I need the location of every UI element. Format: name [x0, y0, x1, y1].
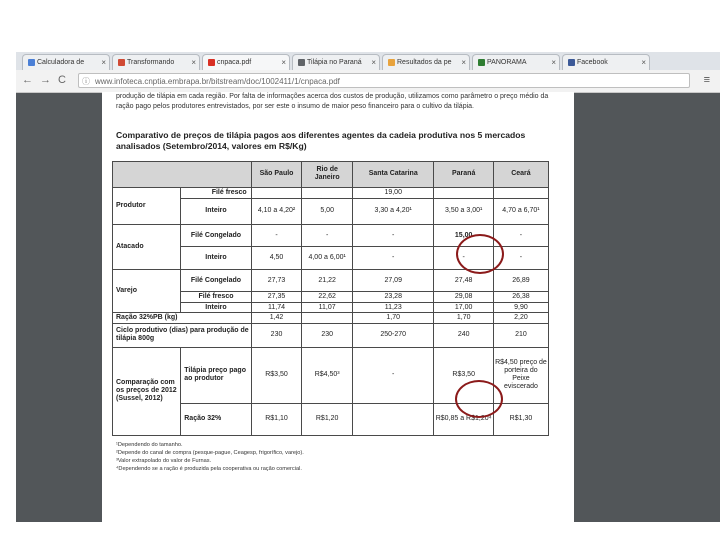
table-cell: 240	[434, 324, 493, 348]
tab-favicon-icon	[568, 59, 575, 66]
table-cell: -	[493, 225, 548, 246]
tab-favicon-icon	[478, 59, 485, 66]
row-group-produtor: Produtor	[113, 187, 181, 225]
table-cell: 9,90	[493, 302, 548, 313]
row-label-ciclo-produtivo: Ciclo produtivo (dias) para produção de tilápia 800g	[113, 324, 252, 348]
table-cell: 27,09	[352, 270, 433, 291]
table-cell: R$4,50³	[302, 347, 353, 403]
table-cell: R$1,20	[302, 403, 353, 435]
tab-title: Transformando	[127, 59, 175, 66]
row-label-file-fresco: Filé fresco	[181, 187, 251, 198]
footnote: ¹Dependendo do tamanho.	[116, 442, 183, 448]
table-cell: -	[434, 246, 493, 270]
table-cell: 2,20	[493, 313, 548, 324]
info-icon[interactable]: ⓘ	[82, 77, 90, 86]
footnote: ³Valor extrapolado do valor de Furnas.	[116, 458, 212, 464]
tab-2[interactable]	[202, 54, 290, 70]
tab-6[interactable]	[562, 54, 650, 70]
tab-5[interactable]	[472, 54, 560, 70]
row-label-racao-32: Ração 32%	[181, 403, 251, 435]
table-cell: 27,35	[251, 291, 302, 302]
table-cell: 23,28	[352, 291, 433, 302]
table-cell	[251, 187, 302, 198]
table-cell: 250-270	[352, 324, 433, 348]
row-label-racao-32pb: Ração 32%PB (kg)	[113, 313, 252, 324]
table-cell: 21,22	[302, 270, 353, 291]
table-cell: 26,38	[493, 291, 548, 302]
table-cell: R$3,50	[434, 347, 493, 403]
tab-1[interactable]	[112, 54, 200, 70]
table-cell: -	[493, 246, 548, 270]
browser-window	[16, 52, 720, 522]
table-cell: 26,89	[493, 270, 548, 291]
table-cell: 1,42	[251, 313, 302, 324]
table-cell: 27,48	[434, 270, 493, 291]
footnotes	[116, 441, 556, 473]
row-group-atacado: Atacado	[113, 225, 181, 270]
row-label-inteiro: Inteiro	[181, 198, 251, 225]
header-ceara: Ceará	[493, 162, 548, 188]
tab-close-icon[interactable]: ×	[281, 58, 286, 67]
table-cell: 4,50	[251, 246, 302, 270]
table-heading: Comparativo de preços de tilápia pagos aos diferentes agentes da cadeia produtiva nos 5 mercados analisados (Setembro/2014, valores em R$/Kg)	[116, 130, 526, 151]
table-cell	[302, 313, 353, 324]
tab-close-icon[interactable]: ×	[461, 58, 466, 67]
row-label-file-congelado: Filé Congelado	[181, 270, 251, 291]
table-cell: 4,10 a 4,20²	[251, 198, 302, 225]
table-cell: 15,00	[434, 225, 493, 246]
table-cell: -	[302, 225, 353, 246]
table-cell: 11,23	[352, 302, 433, 313]
footnote: ²Depende do canal de compra (pesque-pague, Ceagesp, frigorífico, varejo).	[116, 450, 304, 456]
table-cell: 5,00	[302, 198, 353, 225]
row-label-file-congelado: Filé Congelado	[181, 225, 251, 246]
header-rio-de-janeiro: Rio de Janeiro	[302, 162, 353, 188]
table-cell: R$3,50	[251, 347, 302, 403]
menu-icon[interactable]: ≡	[703, 74, 710, 86]
table-cell: 230	[302, 324, 353, 348]
tab-favicon-icon	[298, 59, 305, 66]
tab-3[interactable]	[292, 54, 380, 70]
table-cell: 3,50 a 3,00¹	[434, 198, 493, 225]
tab-title: Facebook	[577, 59, 608, 66]
tab-title: cnpaca.pdf	[217, 59, 252, 66]
header-parana: Paraná	[434, 162, 493, 188]
row-label-file-fresco: Filé fresco	[181, 291, 251, 302]
tab-favicon-icon	[388, 59, 395, 66]
table-cell	[302, 187, 353, 198]
table-cell: R$4,50 preço de porteira do Peixe eviscerado	[493, 347, 548, 403]
tab-strip	[16, 52, 720, 70]
table-cell: R$0,85 a R$1,20⁴	[434, 403, 493, 435]
table-cell: 230	[251, 324, 302, 348]
table-cell: 29,08	[434, 291, 493, 302]
tab-0[interactable]	[22, 54, 110, 70]
table-cell	[352, 403, 433, 435]
tab-title: PANORAMA	[487, 59, 527, 66]
tab-favicon-icon	[118, 59, 125, 66]
table-cell: -	[352, 246, 433, 270]
annotation-circle	[455, 380, 503, 418]
url-text: www.infoteca.cnptia.embrapa.br/bitstream/doc/1002411/1/cnpaca.pdf	[95, 77, 340, 86]
url-input[interactable]	[78, 73, 690, 88]
table-cell: 19,00	[352, 187, 433, 198]
table-cell: 4,00 a 6,00¹	[302, 246, 353, 270]
row-label-inteiro: Inteiro	[181, 246, 251, 270]
footnote: ⁴Dependendo se a ração é produzida pela cooperativa ou ração comercial.	[116, 466, 302, 472]
table-cell: 27,73	[251, 270, 302, 291]
table-cell: 1,70	[352, 313, 433, 324]
header-santa-catarina: Santa Catarina	[352, 162, 433, 188]
header-sao-paulo: São Paulo	[251, 162, 302, 188]
forward-arrow-icon[interactable]: →	[40, 74, 51, 86]
annotation-circle	[456, 234, 504, 274]
row-label-tilapia-preco: Tilápia preço pago ao produtor	[181, 347, 251, 403]
table-cell: -	[352, 225, 433, 246]
table-cell: 1,70	[434, 313, 493, 324]
tab-close-icon[interactable]: ×	[191, 58, 196, 67]
tab-favicon-icon	[208, 59, 215, 66]
tab-4[interactable]	[382, 54, 470, 70]
table-cell	[493, 187, 548, 198]
table-cell: 17,00	[434, 302, 493, 313]
pdf-page	[102, 92, 574, 522]
header-empty-cell	[113, 162, 252, 188]
tab-title: Tilápia no Paraná	[307, 59, 362, 66]
table-cell: 4,70 a 6,70¹	[493, 198, 548, 225]
tab-close-icon[interactable]: ×	[371, 58, 376, 67]
tab-close-icon[interactable]: ×	[641, 58, 646, 67]
row-group-varejo: Varejo	[113, 270, 181, 313]
table-cell: 11,74	[251, 302, 302, 313]
tab-favicon-icon	[28, 59, 35, 66]
table-cell: 210	[493, 324, 548, 348]
table-cell: R$1,10	[251, 403, 302, 435]
back-arrow-icon[interactable]: ←	[22, 74, 33, 86]
reload-icon[interactable]: C	[58, 74, 66, 86]
tab-title: Calculadora de	[37, 59, 85, 66]
table-cell: -	[352, 347, 433, 403]
table-cell: -	[251, 225, 302, 246]
table-cell	[434, 187, 493, 198]
address-bar	[16, 70, 720, 93]
table-cell: 22,62	[302, 291, 353, 302]
row-label-inteiro: Inteiro	[181, 302, 251, 313]
intro-paragraph: produção de tilápia em cada região. Por falta de informações acerca dos custos de produção, utilizamos como parâmetro o preço médio da ração pago pelos produtores entrevistados, por ser este o insumo de maior peso financeiro para o cultivo da tilápia.	[116, 93, 549, 110]
tab-close-icon[interactable]: ×	[101, 58, 106, 67]
table-cell: 11,07	[302, 302, 353, 313]
tab-close-icon[interactable]: ×	[551, 58, 556, 67]
table-cell: R$1,30	[493, 403, 548, 435]
tab-title: Resultados da pe	[397, 59, 452, 66]
table-cell: 3,30 a 4,20¹	[352, 198, 433, 225]
row-group-comparacao-2012: Comparação com os preços de 2012 (Sussel, 2012)	[113, 347, 181, 435]
